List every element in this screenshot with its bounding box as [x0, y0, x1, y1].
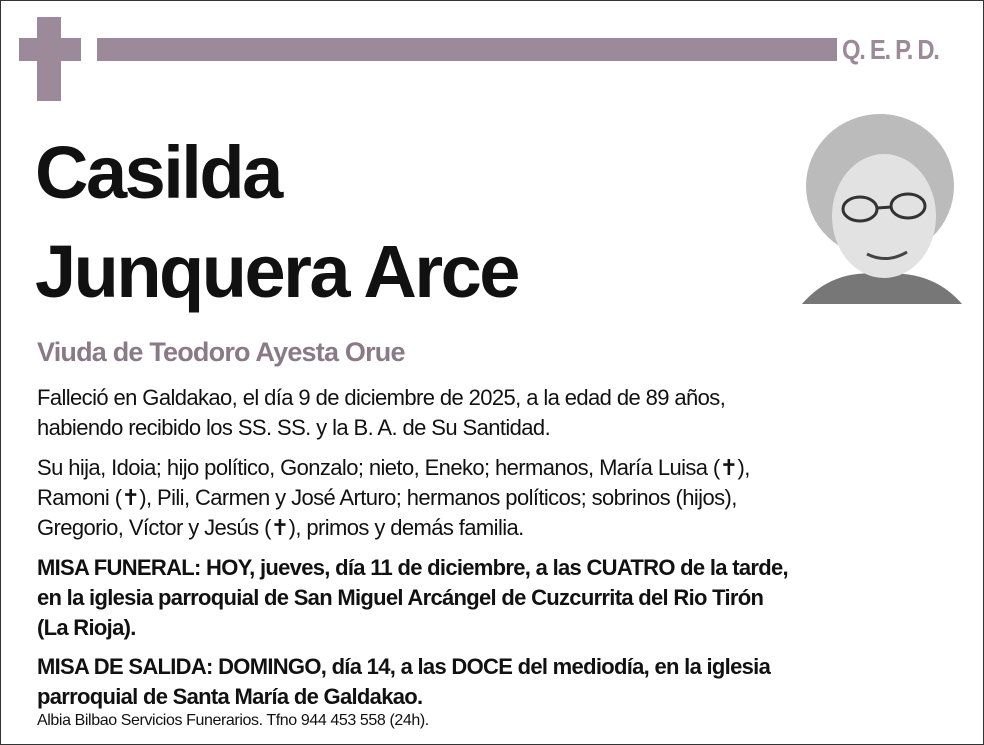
- funeral-line: MISA FUNERAL: HOY, jueves, día 11 de diciembre, a las CUATRO de la tarde,: [37, 555, 788, 580]
- funeral-home-footer: Albia Bilbao Servicios Funerarios. Tfno 944 453 558 (24h).: [37, 712, 429, 729]
- widow-of: Viuda de Teodoro Ayesta Orue: [37, 337, 405, 367]
- header-bar: [97, 38, 837, 61]
- deceased-first-name: Casilda: [35, 131, 281, 214]
- deceased-photo: [792, 104, 968, 310]
- qepd-label: Q. E. P. D.: [842, 34, 939, 65]
- departure-line: parroquial de Santa María de Galdakao.: [37, 684, 423, 709]
- departure-line: MISA DE SALIDA: DOMINGO, día 14, a las DOCE del mediodía, en la iglesia: [37, 654, 771, 679]
- family-line: Su hija, Idoia; hijo político, Gonzalo; nieto, Eneko; hermanos, María Luisa (✝),: [37, 455, 750, 480]
- family-line: Ramoni (✝), Pili, Carmen y José Arturo; hermanos políticos; sobrinos (hijos),: [37, 485, 737, 510]
- death-line: Falleció en Galdakao, el día 9 de diciembre de 2025, a la edad de 89 años,: [37, 385, 726, 410]
- funeral-line: en la iglesia parroquial de San Miguel Arcángel de Cuzcurrita del Rio Tirón: [37, 585, 764, 610]
- deceased-surnames: Junquera Arce: [35, 230, 518, 313]
- funeral-line: (La Rioja).: [37, 615, 136, 640]
- death-line: habiendo recibido los SS. SS. y la B. A. de Su Santidad.: [37, 415, 551, 440]
- cross-icon-arm: [19, 38, 81, 61]
- family-line: Gregorio, Víctor y Jesús (✝), primos y demás familia.: [37, 515, 524, 540]
